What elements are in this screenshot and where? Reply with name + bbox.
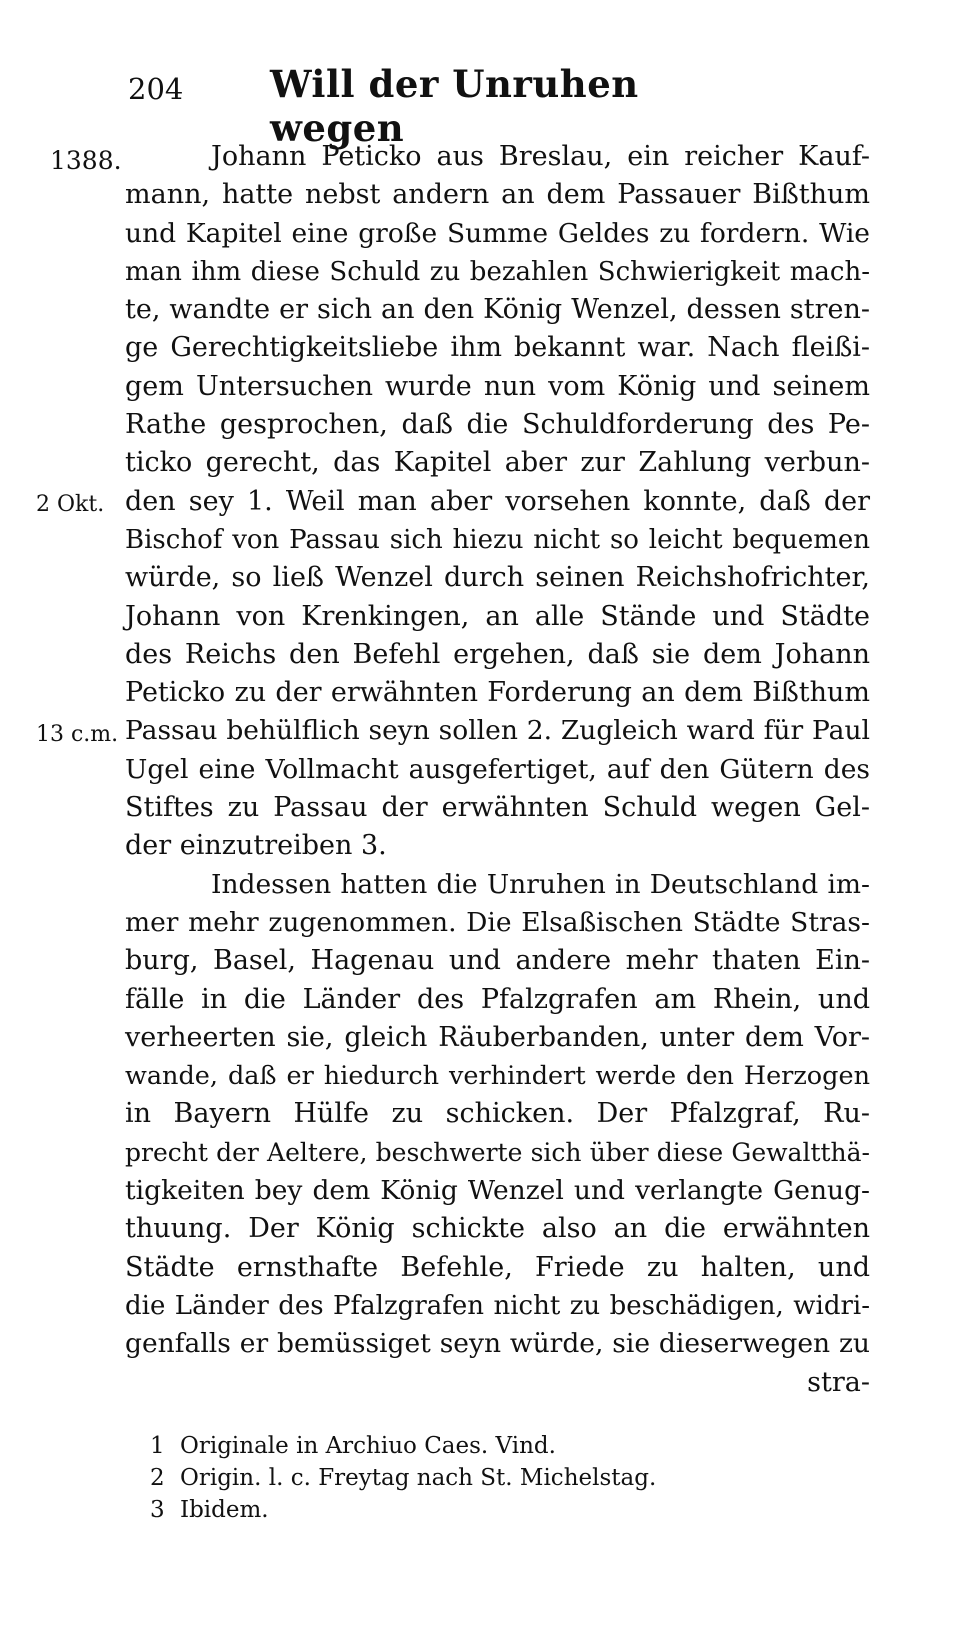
text-line: verheerten sie, gleich Räuberbanden, unter dem Vor- bbox=[125, 1021, 870, 1053]
margin-date-oct: 2 Okt. bbox=[36, 492, 105, 517]
footnote-text: Origin. l. c. Freytag nach St. Michelstag. bbox=[180, 1465, 657, 1491]
text-line: Passau behülflich seyn sollen 2. Zugleich ward für Paul bbox=[125, 715, 870, 747]
text-line: in Bayern Hülfe zu schicken. Der Pfalzgraf, Ru- bbox=[125, 1098, 870, 1130]
text-line: Stiftes zu Passau der erwähnten Schuld wegen Gel- bbox=[125, 792, 870, 824]
text-line: Johann von Krenkingen, an alle Stände und Städte bbox=[125, 600, 870, 632]
text-line: der einzutreiben 3. bbox=[125, 830, 387, 862]
text-line: und Kapitel eine große Summe Geldes zu fordern. Wie bbox=[125, 217, 870, 249]
footnotes bbox=[150, 1430, 770, 1526]
text-line: ticko gerecht, das Kapitel aber zur Zahlung verbun- bbox=[125, 447, 870, 479]
text-line: Indessen hatten die Unruhen in Deutschland im- bbox=[211, 868, 870, 900]
text-line: Bischof von Passau sich hiezu nicht so leicht bequemen bbox=[125, 524, 870, 555]
text-line: ge Gerechtigkeitsliebe ihm bekannt war. Nach fleißi- bbox=[125, 332, 870, 364]
footnote-text: Originale in Archiuo Caes. Vind. bbox=[180, 1433, 556, 1459]
footnote-number: 3 bbox=[150, 1497, 165, 1523]
text-line: die Länder des Pfalzgrafen nicht zu beschädigen, widri- bbox=[125, 1290, 870, 1321]
running-title: Will der Unruhen wegen bbox=[270, 62, 639, 150]
text-line: man ihm diese Schuld zu bezahlen Schwierigkeit mach- bbox=[125, 256, 870, 287]
text-line: Rathe gesprochen, daß die Schuldforderung des Pe- bbox=[125, 409, 870, 441]
text-line: des Reichs den Befehl ergehen, daß sie dem Johann bbox=[125, 638, 870, 670]
text-line: fälle in die Länder des Pfalzgrafen am Rhein, und bbox=[125, 983, 870, 1015]
footnote bbox=[150, 1462, 770, 1494]
margin-year: 1388. bbox=[50, 146, 122, 175]
body-text bbox=[125, 138, 870, 1402]
text-line: würde, so ließ Wenzel durch seinen Reichshofrichter, bbox=[125, 562, 870, 594]
catchword: stra- bbox=[807, 1366, 870, 1398]
text-line: te, wandte er sich an den König Wenzel, dessen stren- bbox=[125, 294, 870, 326]
footnote bbox=[150, 1430, 770, 1462]
text-line: precht der Aeltere, beschwerte sich über diese Gewaltthä- bbox=[125, 1137, 870, 1167]
text-line: mann, hatte nebst andern an dem Passauer Bißthum bbox=[125, 179, 870, 211]
footnote-number: 1 bbox=[150, 1433, 165, 1459]
text-line: genfalls er bemüssiget seyn würde, sie dieserwegen zu bbox=[125, 1328, 870, 1360]
text-line: mer mehr zugenommen. Die Elsaßischen Städte Stras- bbox=[125, 906, 870, 938]
text-line: tigkeiten bey dem König Wenzel und verlangte Genug- bbox=[125, 1175, 870, 1207]
text-line: Ugel eine Vollmacht ausgefertiget, auf den Gütern des bbox=[125, 753, 870, 785]
text-line: den sey 1. Weil man aber vorsehen konnte, daß der bbox=[125, 485, 870, 517]
text-line: Städte ernsthafte Befehle, Friede zu halten, und bbox=[125, 1251, 870, 1283]
text-line: wande, daß er hiedurch verhindert werde den Herzogen bbox=[125, 1061, 870, 1092]
margin-date-13: 13 c.m. bbox=[36, 722, 119, 747]
text-line: thuung. Der König schickte also an die erwähnten bbox=[125, 1213, 870, 1245]
page-number: 204 bbox=[128, 72, 184, 106]
text-line: burg, Basel, Hagenau und andere mehr thaten Ein- bbox=[125, 945, 870, 977]
page-header bbox=[128, 62, 718, 150]
footnote-text: Ibidem. bbox=[180, 1497, 269, 1523]
footnote-number: 2 bbox=[150, 1465, 165, 1491]
footnote bbox=[150, 1494, 770, 1526]
text-line: Peticko zu der erwähnten Forderung an dem Bißthum bbox=[125, 677, 870, 709]
text-line: Johann Peticko aus Breslau, ein reicher Kauf- bbox=[211, 141, 870, 172]
text-line: gem Untersuchen wurde nun vom König und seinem bbox=[125, 370, 870, 402]
